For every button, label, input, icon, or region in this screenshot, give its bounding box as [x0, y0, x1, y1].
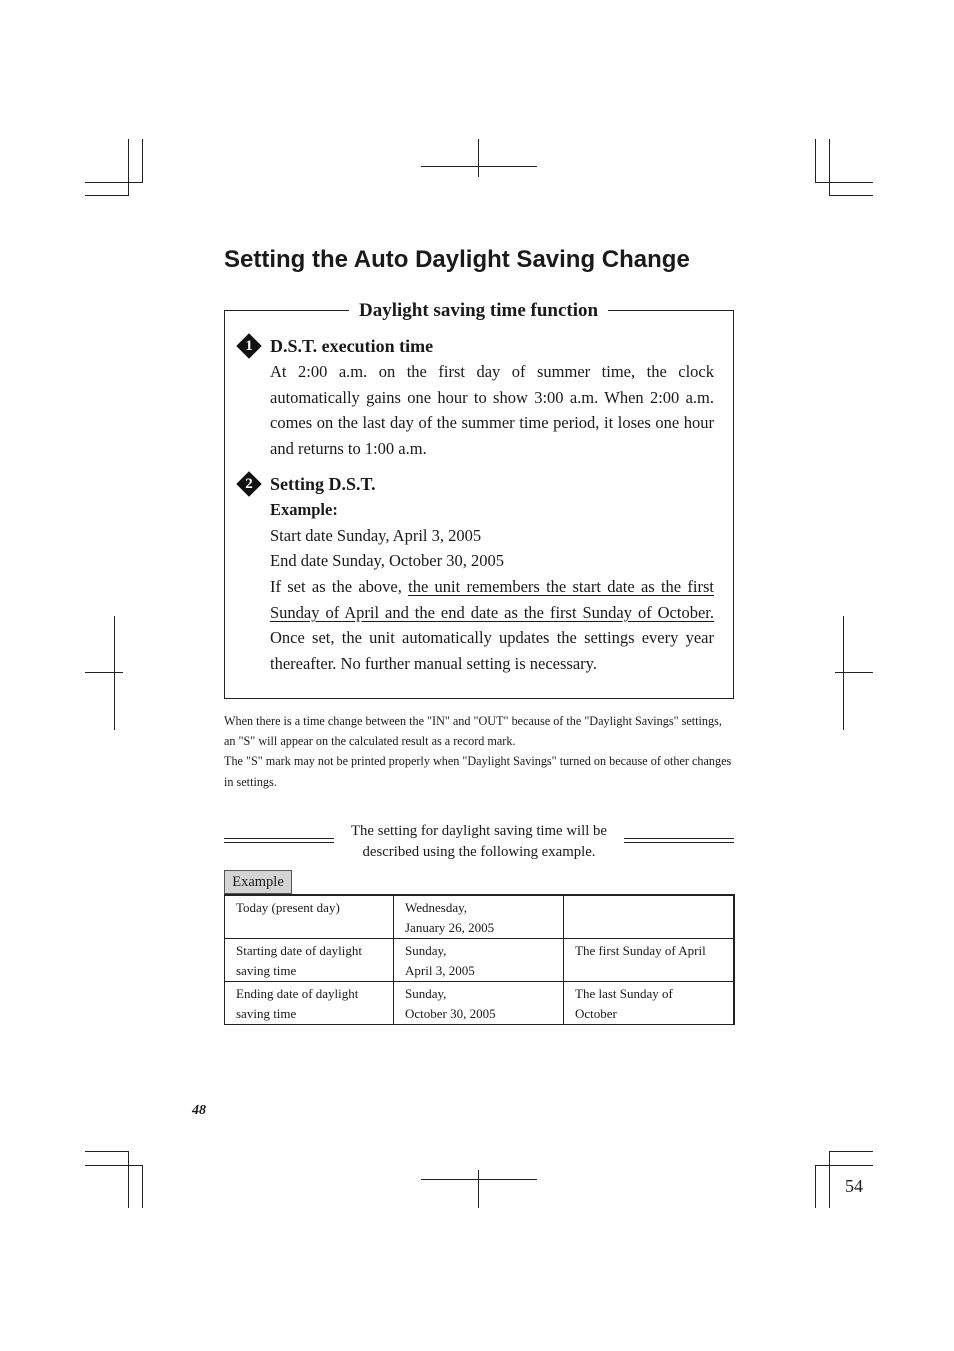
- table-row: [225, 895, 735, 939]
- note-text: [224, 711, 736, 792]
- example-table: [224, 894, 735, 1025]
- table-cell-label: Starting date of daylight saving time: [225, 939, 394, 982]
- box-title: Daylight saving time function: [349, 299, 608, 323]
- underlined-text: the unit remembers the start date as the first Sunday of April and the end date as the first Sunday of October.: [270, 577, 714, 622]
- execution-time-paragraph: At 2:00 a.m. on the first day of summer time, the clock automatically gains one hour to show 3:00 a.m. When 2:00 a.m. comes on the last day of the summer time period, it loses one hour and returns to 1:00 a.m.: [270, 362, 714, 459]
- intro-line-1: The setting for daylight saving time will be: [350, 823, 608, 839]
- example-intro: [224, 821, 734, 863]
- start-date-line: Start date Sunday, April 3, 2005: [270, 526, 482, 545]
- example-label: Example:: [270, 500, 338, 519]
- intro-line-2: described using the following example.: [362, 843, 596, 860]
- table-cell-note: The first Sunday of April: [564, 939, 735, 982]
- page-number-right: 54: [845, 1176, 863, 1196]
- table-cell-label: Ending date of daylight saving time: [225, 982, 394, 1025]
- setting-paragraph: [270, 574, 714, 677]
- example-tab: Example: [224, 870, 292, 894]
- dst-function-box: [224, 300, 734, 699]
- table-row: [225, 939, 735, 982]
- paragraph-tail: Once set, the unit automatically updates the settings every year thereafter. No further manual setting is necessary.: [270, 628, 714, 674]
- table-cell-note: [564, 895, 735, 939]
- paragraph-lead: If set as the above,: [270, 577, 409, 596]
- section-title-execution-time: D.S.T. execution time: [270, 336, 434, 356]
- section-title-setting-dst: Setting D.S.T.: [270, 474, 376, 494]
- table-cell-note: The last Sunday of October: [564, 982, 735, 1025]
- note-printing: The "S" mark may not be printed properly when "Daylight Savings" turned on because of other changes in settings.: [224, 754, 732, 789]
- table-cell-date: Wednesday, January 26, 2005: [394, 895, 564, 939]
- table-cell-label: Today (present day): [225, 895, 394, 939]
- number-1-diamond-icon: 1: [236, 333, 262, 359]
- page-title: Setting the Auto Daylight Saving Change: [224, 246, 690, 273]
- number-2-diamond-icon: 2: [236, 471, 262, 497]
- table-cell-date: Sunday, April 3, 2005: [394, 939, 564, 982]
- end-date-line: End date Sunday, October 30, 2005: [270, 551, 505, 570]
- table-row: [225, 982, 735, 1025]
- page-number-left: 48: [192, 1103, 206, 1118]
- note-record-mark: When there is a time change between the "IN" and "OUT" because of the "Daylight Savings" settings, an "S" will appear on the calculated result as a record mark.: [224, 714, 722, 749]
- table-cell-date: Sunday, October 30, 2005: [394, 982, 564, 1025]
